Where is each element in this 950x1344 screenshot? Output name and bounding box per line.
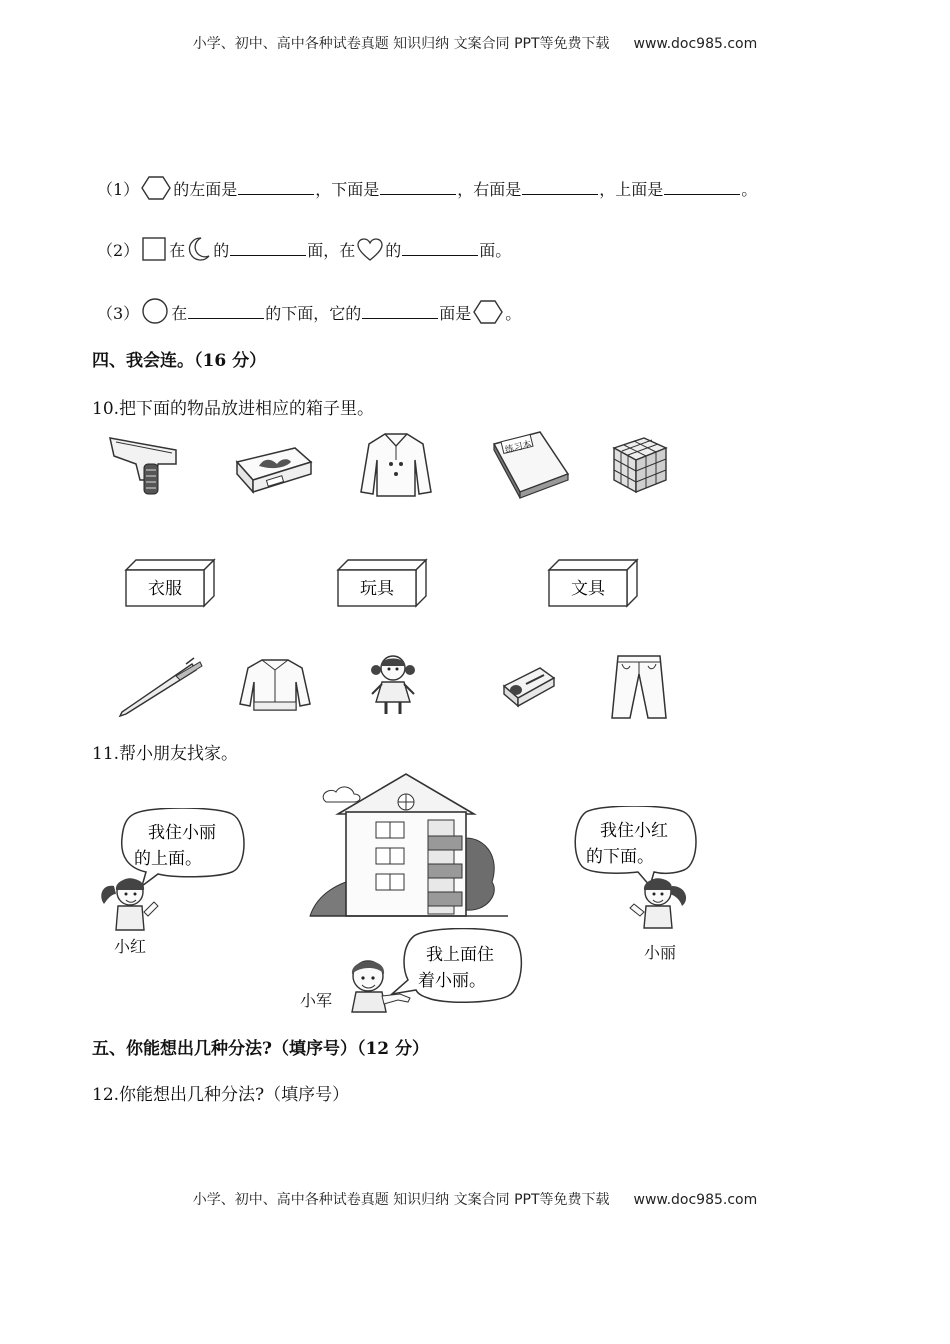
toy-gun-icon[interactable]	[106, 428, 186, 502]
answer-blank[interactable]	[188, 302, 264, 319]
q9-2-number: （2）	[97, 241, 140, 260]
header-text: 小学、初中、高中各种试卷真题 知识归纳 文案合同 PPT等免费下载	[192, 36, 610, 52]
q9-2-text-e: 面。	[479, 241, 512, 260]
q9-3-text-a: 在	[171, 304, 188, 323]
box-toys-label: 玩具	[360, 579, 394, 599]
section-5-title: 五、你能想出几种分法?（填序号）（12 分）	[92, 1039, 430, 1059]
name-xiaoli: 小丽	[644, 943, 677, 962]
box-toys[interactable]	[336, 558, 428, 612]
answer-blank[interactable]	[230, 239, 306, 256]
q9-2-text-d: 的	[385, 241, 402, 260]
q9-3-text-c: 面是	[439, 304, 472, 323]
speech-bubble-xiaojun	[388, 928, 524, 1012]
q9-3-text-b: 的下面，它的	[265, 304, 362, 323]
box-clothes-label: 衣服	[148, 579, 182, 599]
footer-url[interactable]: www.doc985.com	[633, 1192, 758, 1208]
header-url[interactable]: www.doc985.com	[633, 36, 758, 52]
girl-xiaoli-icon	[628, 872, 694, 936]
heart-icon	[357, 238, 383, 269]
q10-prompt: 10.把下面的物品放进相应的箱子里。	[92, 399, 375, 419]
sharpener-icon[interactable]	[500, 664, 558, 712]
q9-3-text-d: 。	[505, 304, 522, 323]
q9-2-text-b: 的	[213, 241, 230, 260]
left-bubble-line2: 的上面。	[134, 849, 202, 869]
bottom-bubble-line1: 我上面住	[426, 945, 494, 965]
q9-1-text-c: ，右面是	[457, 180, 522, 199]
answer-blank[interactable]	[522, 178, 598, 195]
bottom-bubble-line2: 着小丽。	[418, 971, 486, 991]
hexagon-icon	[141, 175, 171, 208]
section-4-title: 四、我会连。（16 分）	[92, 351, 267, 371]
q9-1-text-a: 的左面是	[173, 180, 238, 199]
circle-icon	[141, 297, 169, 332]
q9-3-number: （3）	[97, 304, 140, 323]
right-bubble-line1: 我住小红	[600, 821, 668, 841]
exercise-book-icon[interactable]	[490, 428, 572, 504]
pencil-box-icon[interactable]	[233, 440, 315, 500]
q9-1-number: （1）	[97, 180, 140, 199]
answer-blank[interactable]	[664, 178, 740, 195]
q11-prompt: 11.帮小朋友找家。	[92, 744, 239, 764]
name-xiaohong: 小红	[114, 937, 147, 956]
footer-text: 小学、初中、高中各种试卷真题 知识归纳 文案合同 PPT等免费下载	[192, 1192, 610, 1208]
q9-2-text-a: 在	[169, 241, 186, 260]
box-stationery[interactable]	[547, 558, 639, 612]
q12-prompt: 12.你能想出几种分法?（填序号）	[92, 1085, 350, 1105]
square-icon	[141, 236, 167, 269]
q9-1-text-e: 。	[741, 180, 758, 199]
q9-2-text-c: 面，在	[307, 241, 356, 260]
rubiks-cube-icon[interactable]	[610, 434, 670, 500]
right-bubble-line2: 的下面。	[586, 847, 654, 867]
answer-blank[interactable]	[238, 178, 314, 195]
name-xiaojun: 小军	[300, 991, 333, 1010]
box-clothes[interactable]	[124, 558, 216, 612]
answer-blank[interactable]	[380, 178, 456, 195]
q9-line-2	[97, 236, 511, 269]
book-label: 练习本	[504, 439, 533, 456]
pen-icon[interactable]	[116, 656, 206, 722]
q9-1-text-d: ，上面是	[599, 180, 664, 199]
answer-blank[interactable]	[402, 239, 478, 256]
page-header	[0, 33, 950, 53]
hexagon-icon	[473, 299, 503, 332]
doll-icon[interactable]	[368, 652, 418, 722]
girl-xiaohong-icon	[96, 872, 162, 938]
left-bubble-line1: 我住小丽	[148, 823, 216, 843]
trousers-icon[interactable]	[608, 652, 670, 726]
q9-line-1	[97, 175, 757, 208]
q9-line-3	[97, 297, 521, 332]
moon-icon	[187, 236, 211, 269]
jacket-icon[interactable]	[238, 656, 312, 718]
shirt-icon[interactable]	[357, 430, 435, 504]
q9-1-text-b: ，下面是	[315, 180, 380, 199]
apartment-building-icon[interactable]	[306, 770, 512, 926]
page-footer	[0, 1189, 950, 1209]
box-stationery-label: 文具	[571, 579, 605, 599]
answer-blank[interactable]	[362, 302, 438, 319]
